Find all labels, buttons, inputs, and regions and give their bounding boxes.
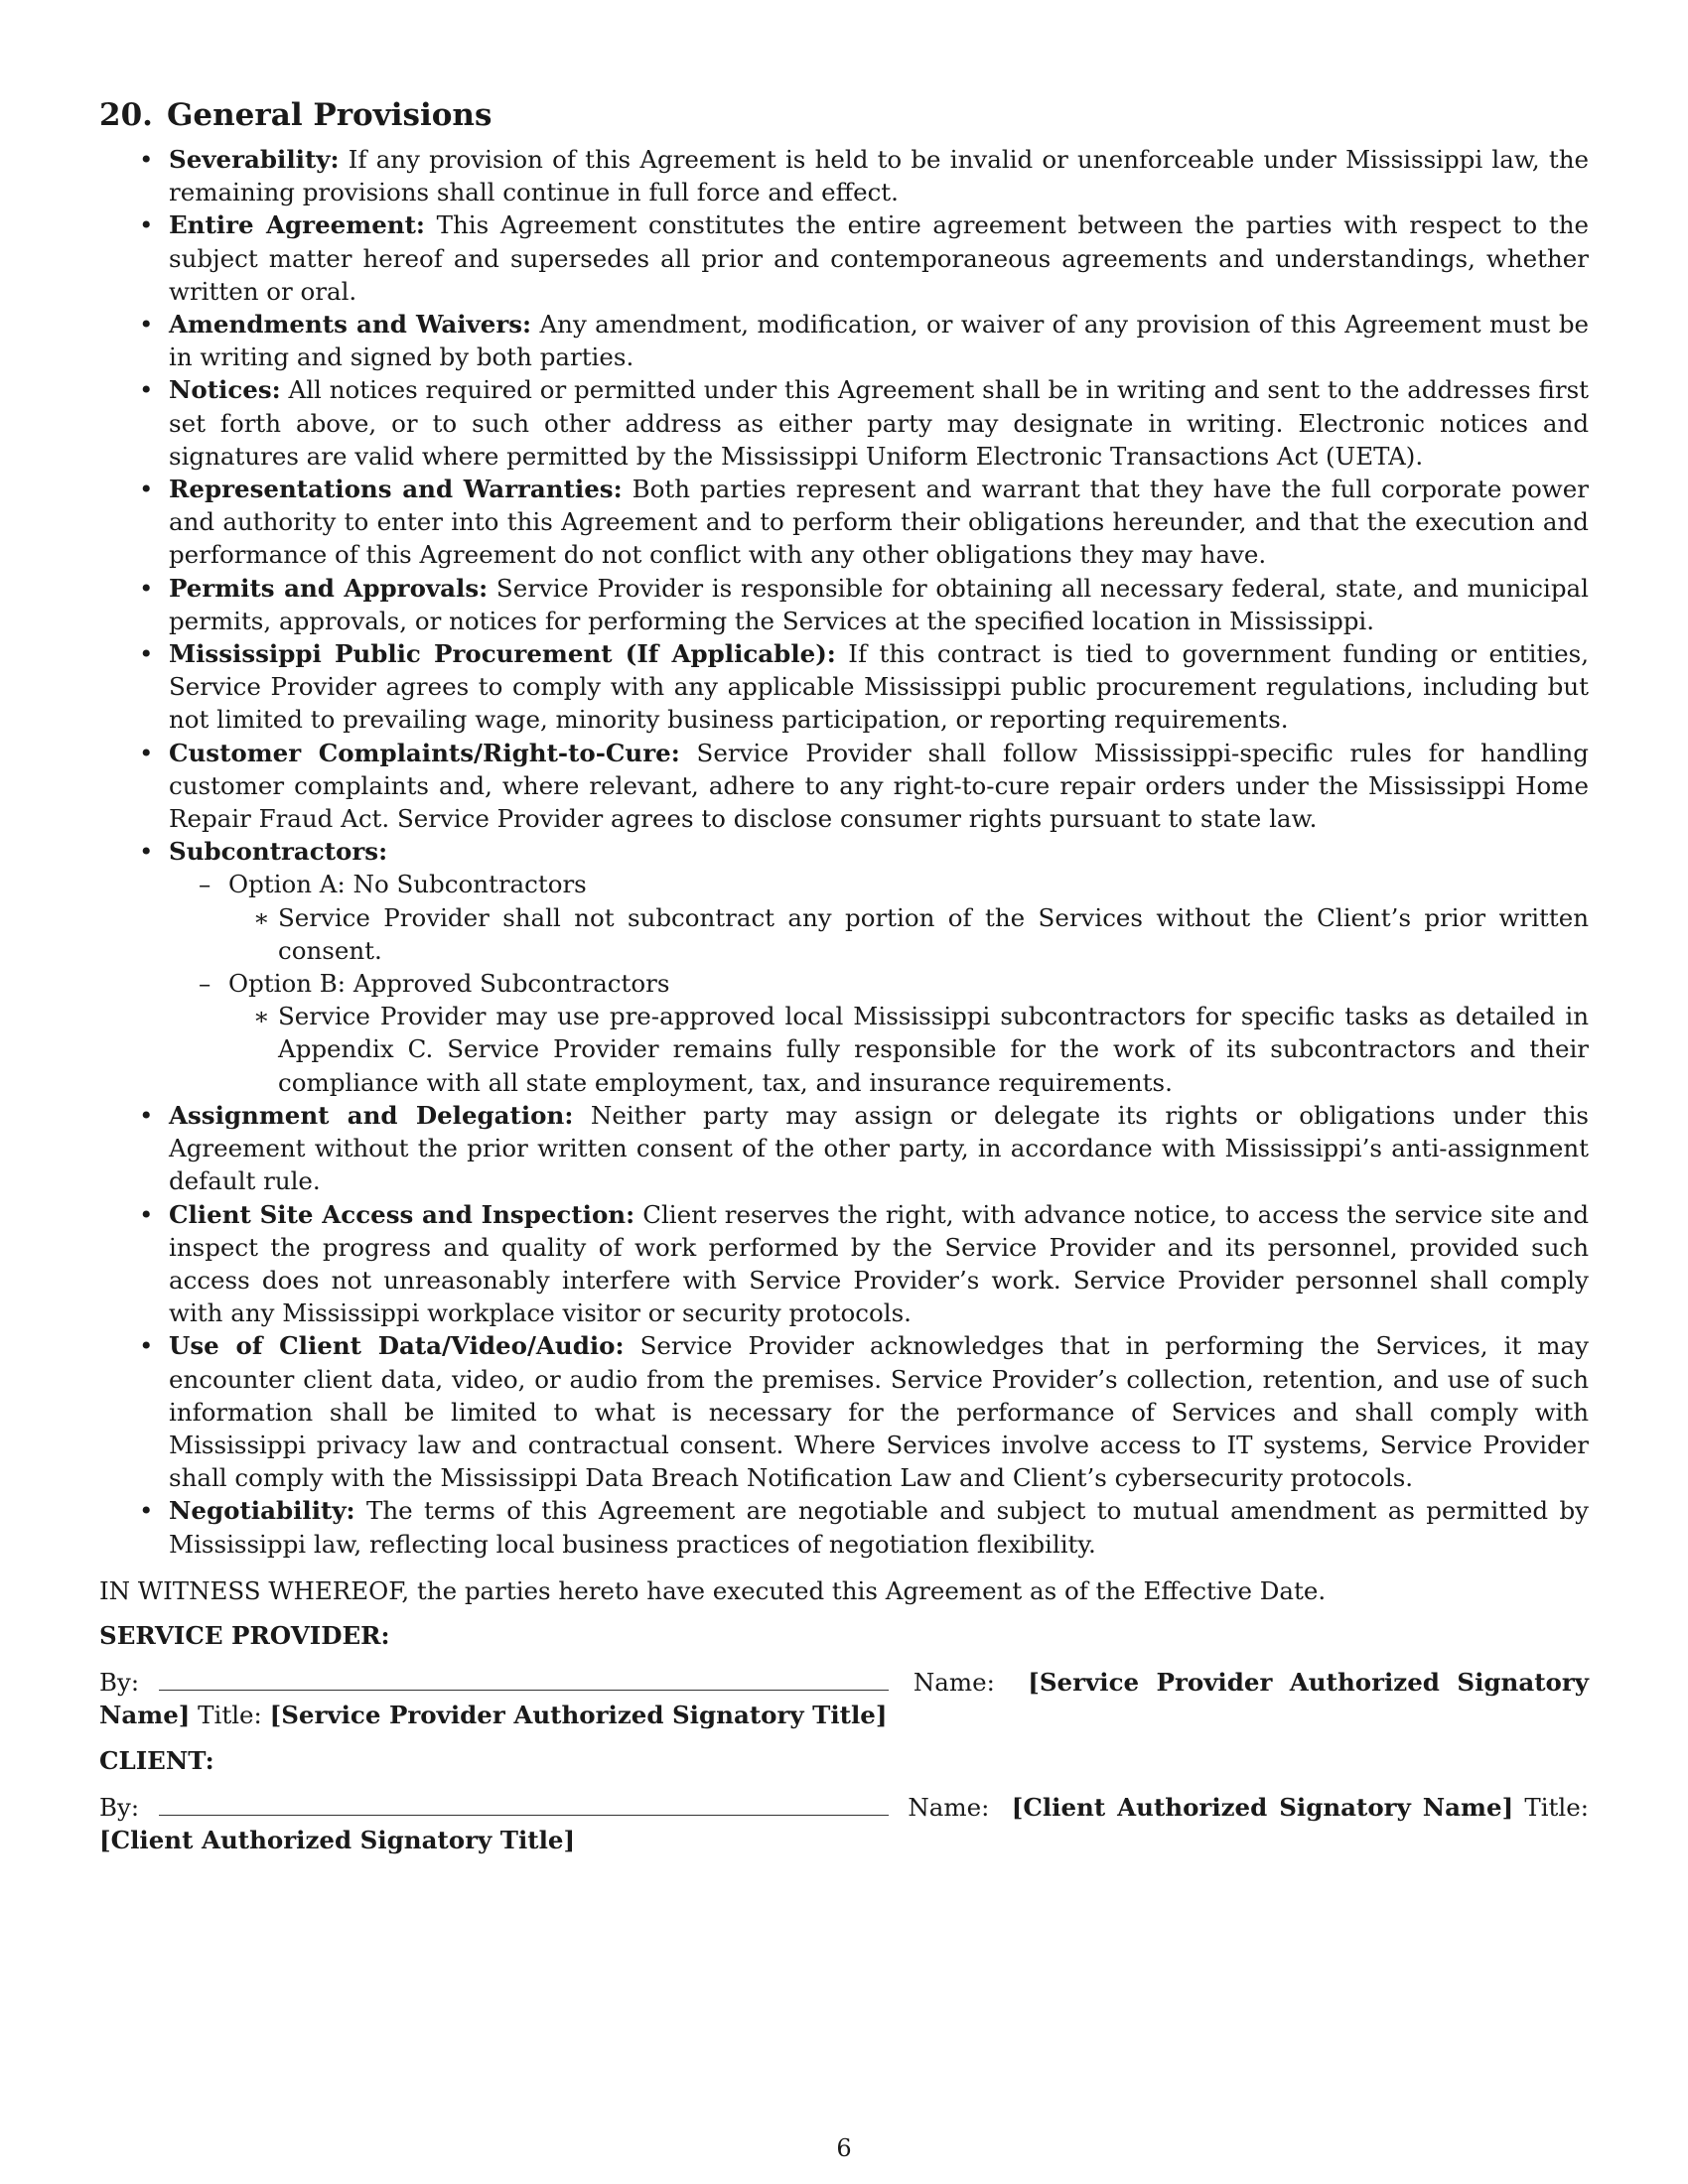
provision-term: Use of Client Data/Video/Audio: — [169, 1331, 625, 1361]
provision-item-subcontractors — [99, 835, 1589, 1099]
provision-text: Client reserves the right, with advance notice, to access the service site and inspect the progress and quality of work performed by the Service Provider and its personnel, provided such access does not unreasonably interfere with Service Provider’s work. Service Provider personnel shall comply with any Mississippi workplace visitor or security protocols. — [169, 1199, 1590, 1328]
provision-term: Mississippi Public Procurement (If Applicable): — [169, 639, 836, 669]
provision-term: Entire Agreement: — [169, 210, 425, 240]
provision-term: Negotiability: — [169, 1496, 355, 1526]
provision-item — [99, 473, 1589, 572]
option-detail: ∗ Service Provider may use pre-approved local Mississippi subcontractors for specific tasks as detailed in Appendix C. Service Provider remains fully responsible for the work of its subcontractors and their compliance with all state employment, tax, and insurance requirements. — [228, 1000, 1589, 1099]
client-title: Client Authorized Signatory Title — [110, 1825, 564, 1854]
option-label: Option B: Approved Subcontractors — [228, 969, 670, 999]
provisions-list — [99, 143, 1589, 1561]
provision-term: Subcontractors: — [169, 837, 388, 867]
provision-term: Amendments and Waivers: — [169, 310, 532, 340]
client-name: Client Authorized Signatory Name — [1023, 1792, 1502, 1822]
provision-term: Notices: — [169, 375, 281, 405]
provision-term: Customer Complaints/Right-to-Cure: — [169, 738, 680, 767]
provision-item — [99, 1198, 1589, 1330]
title-label: Title: — [198, 1701, 262, 1730]
provision-term: Representations and Warranties: — [169, 475, 623, 504]
provision-item — [99, 737, 1589, 836]
service-provider-signature-line[interactable] — [159, 1670, 889, 1691]
provision-text: Service Provider is responsible for obtaining all necessary federal, state, and municipal permits, approvals, or notices for performing the Services at the specified location in Mississippi. — [169, 573, 1589, 635]
provision-text: If any provision of this Agreement is held to be invalid or unenforceable under Mississippi law, the remaining provisions shall continue in full force and effect. — [169, 145, 1589, 207]
provision-term: Assignment and Delegation: — [169, 1100, 574, 1130]
provision-term: Client Site Access and Inspection: — [169, 1199, 635, 1229]
provision-item — [99, 572, 1589, 637]
provision-item — [99, 1494, 1589, 1560]
provision-text: Service Provider shall follow Mississippi-specific rules for handling customer complaints and, where relevant, adhere to any right-to-cure repair orders under the Mississippi Home Repair Fraud Act. Service Provider agrees to disclose consumer rights pursuant to state law. — [169, 738, 1589, 834]
page-number: 6 — [836, 2134, 852, 2162]
name-label: Name: — [913, 1668, 995, 1698]
subcontractor-options — [169, 868, 1589, 1098]
service-provider-title: Service Provider Authorized Signatory Title — [281, 1701, 876, 1730]
client-signature-line[interactable] — [159, 1795, 889, 1816]
provision-item — [99, 208, 1589, 308]
service-provider-heading: SERVICE PROVIDER: — [99, 1620, 390, 1650]
option-item — [169, 967, 1589, 1099]
by-label: By: — [99, 1668, 140, 1698]
option-detail-list — [228, 1000, 1589, 1099]
document-page — [99, 95, 1589, 1856]
option-label: Option A: No Subcontractors — [228, 870, 587, 899]
section-heading — [99, 95, 1589, 135]
provision-text: Any amendment, modification, or waiver of any provision of this Agreement must be in writing and signed by both parties. — [169, 310, 1589, 372]
provision-text: Service Provider acknowledges that in performing the Services, it may encounter client data, video, or audio from the premises. Service Provider’s collection, retention, and use of such information shall be limited to what is necessary for the performance of Services and shall comply with Mississippi privacy law and contractual consent. Where Services involve access to IT systems, Service Provider shall comply with the Mississippi Data Breach Notification Law and Client’s cybersecurity protocols. — [169, 1331, 1589, 1493]
witness-statement: IN WITNESS WHEREOF, the parties hereto have executed this Agreement as of the Effective Date. — [99, 1575, 1327, 1605]
provision-text: Neither party may assign or delegate its rights or obligations under this Agreement without the prior written consent of the other party, in accordance with Mississippi’s anti-assignment default rule. — [169, 1100, 1589, 1196]
provision-item — [99, 143, 1589, 208]
name-label: Name: — [908, 1792, 990, 1822]
provision-item — [99, 637, 1589, 737]
provision-text: All notices required or permitted under this Agreement shall be in writing and sent to the addresses first set forth above, or to such other address as either party may designate in writing. Electronic notices and signatures are valid where permitted by the Mississippi Uniform Electronic Transactions Act (UETA). — [169, 375, 1589, 471]
provision-text: This Agreement constitutes the entire agreement between the parties with respect to the subject matter hereof and supersedes all prior and contemporaneous agreements and understandings, whether written or oral. — [169, 210, 1589, 306]
option-detail: ∗ Service Provider shall not subcontract any portion of the Services without the Client’s prior written consent. — [228, 901, 1589, 967]
option-detail-list — [228, 901, 1589, 967]
client-heading: CLIENT: — [99, 1745, 214, 1775]
provision-term: Severability: — [169, 145, 340, 174]
service-provider-name: Service Provider Authorized Signatory Name — [99, 1668, 1589, 1730]
section-number: 20. — [99, 97, 153, 133]
by-label: By: — [99, 1792, 140, 1822]
title-label: Title: — [1524, 1792, 1589, 1822]
provision-item — [99, 308, 1589, 373]
client-signature-block: By: Name: [Client Authorized Signatory Name] Title: [Client Authorized Signatory Title] — [99, 1792, 1589, 1854]
provision-term: Permits and Approvals: — [169, 573, 489, 603]
option-item — [169, 868, 1589, 967]
provision-item — [99, 1329, 1589, 1494]
provision-item — [99, 1099, 1589, 1198]
provision-text: If this contract is tied to government funding or entities, Service Provider agrees to comply with any applicable Mississippi public procurement regulations, including but not limited to prevailing wage, minority business participation, or reporting requirements. — [169, 639, 1589, 735]
provision-text: The terms of this Agreement are negotiable and subject to mutual amendment as permitted by Mississippi law, reflecting local business practices of negotiation flexibility. — [169, 1496, 1589, 1559]
service-provider-signature-block: By: Name: [Service Provider Authorized Signatory Name] Title: [Service Provider Authorized Signatory Title] — [99, 1668, 1589, 1730]
provision-item — [99, 373, 1589, 473]
provision-text: Both parties represent and warrant that they have the full corporate power and authority to enter into this Agreement and to perform their obligations hereunder, and that the execution and performance of this Agreement do not conflict with any other obligations they may have. — [169, 475, 1589, 570]
section-title: General Provisions — [166, 97, 492, 133]
